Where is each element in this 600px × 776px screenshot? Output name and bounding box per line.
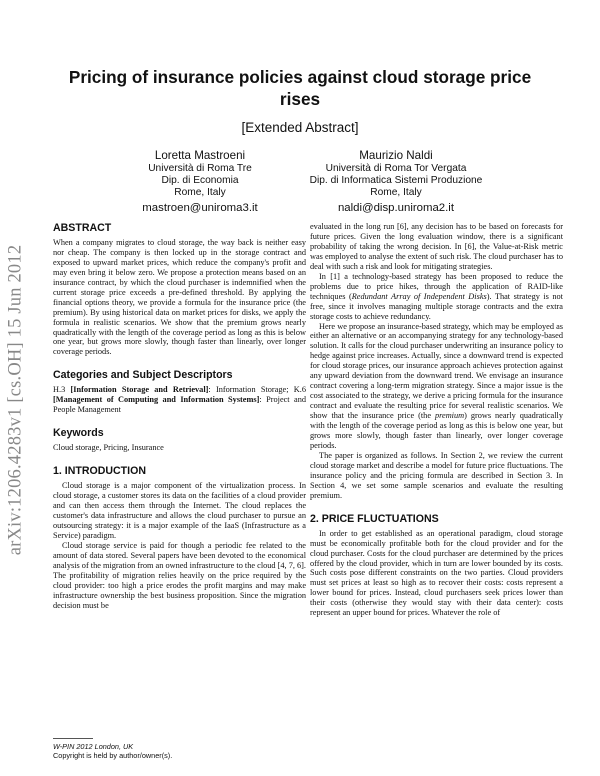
- intro-paragraph-3: evaluated in the long run [6], any decision has to be based on forecasts for future prices. Given the long evaluation window, there is a significant probability of taking the wrong decision. In [6], the Value-at-Risk metric was employed to analyse the extent of such risk. The cloud purchaser has to deal with such a risk and look for mitigating strategies.: [310, 222, 563, 271]
- right-column: [310, 222, 563, 618]
- intro-paragraph-4: [310, 272, 563, 322]
- copyright-line: Copyright is held by author/owner(s).: [53, 751, 173, 760]
- author-location: Rome, Italy: [174, 187, 226, 198]
- author-block-2: [271, 150, 521, 214]
- author-location: Rome, Italy: [370, 187, 422, 198]
- author-department: Dip. di Economia: [161, 175, 239, 186]
- author-name: Loretta Mastroeni: [154, 149, 246, 162]
- keywords-text: Cloud storage, Pricing, Insurance: [53, 443, 164, 453]
- intro-paragraph-5: [310, 322, 563, 451]
- keywords-heading: Keywords: [53, 427, 104, 440]
- author-email: mastroen@uniroma3.it: [142, 202, 258, 214]
- section2-paragraph-1: In order to get established as an operational paradigm, cloud storage must be economically profitable both for the cloud provider and for the cloud purchaser. Costs for the cloud purchaser are determined by the prices offered by the cloud provider, which in turn are lower bounded by its costs. Such costs pose different constraints on the two parties. Cloud providers must set prices at least so high as to recover their costs: costs represent a lower bound for prices. Instead, cloud purchasers seek prices lower than their costs (otherwise they would stay with their data center): costs represent an upper bound for prices. Whatever the role of: [310, 528, 563, 618]
- text-span: Here we propose an insurance-based strategy, which may be employed as either an alternative or an accompanying strategy for any technology-based solution. It calls for the cloud purchaser underwriting an insurance policy to hedge against price increases. Actually, since a downward trend is expected for cloud storage prices, our insurance approach achieves protection against any upward deviation from the downward trend. We envisage an insurance contract covering a long-term migration strategy. Since a major issue is the cost associated to the strategy, we derive a pricing formula for the insurance contract and evaluate the resulting price for several realistic scenarios. We show that the insurance price (the: [310, 321, 563, 421]
- author-name: Maurizio Naldi: [359, 149, 433, 162]
- author-affiliation: Università di Roma Tor Vergata: [325, 163, 467, 174]
- raid-term: Redundant Array of Independent Disks: [351, 291, 487, 301]
- footnote-rule: [53, 738, 93, 739]
- introduction-heading: 1. INTRODUCTION: [53, 465, 146, 478]
- intro-paragraph-6: The paper is organized as follows. In Section 2, we review the current cloud storage market and describe a model for future price fluctuations. The insurance policy and the pricing formula are described in Section 3. In Section 4, we set some sample scenarios and evaluate the resulting premium.: [310, 450, 563, 500]
- arxiv-stamp: [0, 215, 36, 585]
- text-span: ). That strategy is not free, since it involves managing multiple storage contracts and the extra storage costs to achieve redundancy.: [310, 291, 563, 321]
- author-department: Dip. di Informatica Sistemi Produzione: [309, 175, 483, 186]
- author-affiliation: Università di Roma Tre: [148, 163, 252, 174]
- category-bold-2: [Management of Computing and Information Systems]: [53, 395, 260, 405]
- categories-heading: Categories and Subject Descriptors: [53, 369, 233, 382]
- category-code: H.3: [53, 385, 66, 395]
- category-bold-1: [Information Storage and Retrieval]: [70, 385, 209, 395]
- price-fluctuations-heading: 2. PRICE FLUCTUATIONS: [310, 512, 439, 525]
- conference-line: W-PIN 2012 London, UK: [53, 742, 134, 751]
- intro-paragraph-1: Cloud storage is a major component of the virtualization process. In cloud storage, a customer stores its data on the facilities of a cloud provider and can then access them through the Internet. The cloud replaces the customer's data infrastructure and allows the cloud purchaser to pursue an outsourcing strategy: it is a major example of the IaaS (Infrastructure as a Service) paradigm.: [53, 481, 306, 540]
- abstract-text: When a company migrates to cloud storage, the way back is neither easy nor cheap. The company is then locked up in the storage contract and exposed to upward market prices, which reduce the company's profit and may even bring it below zero. We propose a protection means based on an insurance contract, by which the cloud purchaser is indemnified when the current storage price exceeds a pre-defined threshold. By applying the financial options theory, we provide a formula for the insurance price (the premium). By using historical data on market prices for disks, we apply the formula in realistic scenarios. We show that the premium grows nearly quadratically with the length of the coverage period as long as this is below one year, but grows more slowly, though faster than linearly, over longer coverage periods.: [53, 237, 306, 357]
- intro-paragraph-2: Cloud storage service is paid for though a periodic fee related to the amount of data stored. Several papers have been devoted to the economical analysis of the migration from an owned infrastructure to the cloud [4, 7, 6]. The profitability of migration relies heavily on the price required by the cloud provider: too high a price erodes the profit margins and may make infrastructure ownership the best business proposition. Since the migration decision must be: [53, 540, 306, 610]
- left-column: [53, 224, 306, 610]
- categories-text: [53, 385, 306, 415]
- text-span: ) grows nearly quadratically with the length of the coverage period as long as this is below one year, but grows more slowly, though faster than linearly, over longer coverage periods.: [310, 411, 564, 450]
- category-rest-2: : Project and People Management: [53, 395, 307, 415]
- premium-term: premium: [434, 411, 465, 421]
- text-span: In [1] a technology-based strategy has been proposed to reduce the problems due to price hikes, through the application of RAID-like techniques (: [310, 271, 563, 301]
- copyright-footnote: [53, 742, 172, 760]
- author-email: naldi@disp.uniroma2.it: [337, 202, 455, 214]
- paper-subtitle: [Extended Abstract]: [241, 120, 359, 135]
- category-rest-1: : Information Storage; K.6: [208, 385, 306, 395]
- paper-title: Pricing of insurance policies against cloud storage price rises: [68, 67, 532, 109]
- abstract-heading: ABSTRACT: [53, 222, 112, 234]
- arxiv-stamp-text: arXiv:1206.4283v1 [cs.OH] 15 Jun 2012: [5, 244, 26, 556]
